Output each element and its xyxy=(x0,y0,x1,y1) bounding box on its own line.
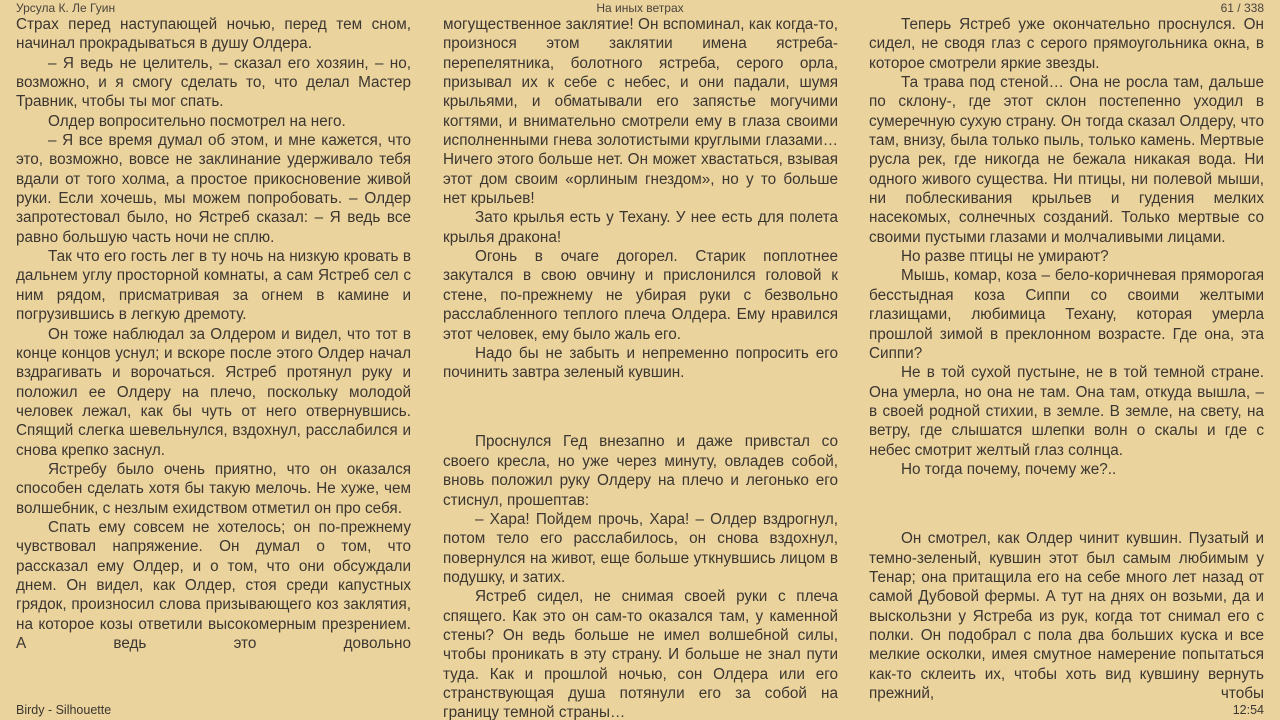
book-author: Урсула К. Ле Гуин xyxy=(16,1,116,15)
paragraph: – Я все время думал об этом, и мне кажется, что это, возможно, вовсе не заклинание удерживало тебя вдали от того холма, а простое прикосновение живой руки. Если хочешь, мы можем попробовать. – Олдер запротестовал было, но Ястреб сказал: – Я ведь все равно большую часть ночи не сплю. xyxy=(16,132,411,246)
paragraph: Он тоже наблюдал за Олдером и видел, что тот в конце концов уснул; и вскоре после этого Олдер начал вздрагивать и ворочаться. Ястреб протянул руку и положил ее Олдеру на плечо, поскольку молодой человек лежал, как бы чуть от него отвернувшись. Спящий слегка шевельнулся, вздохнул, расслабился и снова крепко заснул. xyxy=(16,325,411,459)
paragraph: Огонь в очаге догорел. Старик поплотнее закутался в свою овчину и прислонился головой к стене, по-прежнему не убирая руки с безвольно расслабленного теплого плеча Олдера. Ему нравился этот человек, ему было жаль его. xyxy=(443,248,838,343)
paragraph: Ястребу было очень приятно, что он оказался способен сделать хотя бы такую мелочь. Не хуже, чем волшебник, с незлым ехидством отметил он про себя. xyxy=(16,460,411,517)
paragraph: Спать ему совсем не хотелось; он по-прежнему чувствовал напряжение. Он думал о том, что рассказал ему Олдер, и о том, что они обсуждали днем. Он видел, как Олдер, стоя среди капустных грядок, произносил слова призывающего коз заклятия, на которое козы ответили высокомерным презрением. А ведь это довольно xyxy=(16,518,411,652)
blank-line xyxy=(443,398,838,417)
paragraph: Та трава под стеной… Она не росла там, дальше по склону-, где этот склон постепенно уходил в сумеречную сухую страну. Он тогда сказал Олдеру, что там, внизу, была только пыль, только камень. Мертвые русла рек, где никогда не бежала никакая вода. Ни одного живого существа. Ни птицы, ни полевой мыши, ни поблескивания крыльев и гудения мелких насекомых, солнечных созданий. Только мертвые со своими пустыми глазами и молчаливыми лицами. xyxy=(869,74,1264,246)
status-text: Birdy - Silhouette xyxy=(16,703,112,717)
book-title: На иных ветрах xyxy=(596,1,684,15)
paragraph: Но разве птицы не умирают? xyxy=(901,248,1109,266)
paragraph: – Я ведь не целитель, – сказал его хозяин, – но, возможно, и я смогу сделать то, что делал Мастер Травник, чтобы ты мог спать. xyxy=(16,54,411,111)
paragraph: Он смотрел, как Олдер чинит кувшин. Пузатый и темно-зеленый, кувшин этот был самым любимым у Тенар; она притащила его на себе много лет назад от самой Дубовой фермы. А тут на днях он возьми, да и выскользни у Ястреба из рук, когда тот снимал его с полки. Он подобрал с пола два больших куска и все мелкие осколки, имея смутное намерение попытаться как-то склеить их, чтобы хоть вид кувшину вернуть прежний, чтобы xyxy=(869,530,1264,702)
text-column-1 xyxy=(16,15,411,653)
paragraph: Ястреб сидел, не снимая своей руки с плеча спящего. Как это он сам-то оказался там, у каменной стены? Он ведь больше не имел волшебной силы, чтобы проникать в эту страну. И больше не знал пути туда. Как и прошлой ночью, сон Олдера или его странствующая душа потянули его за собой на границу темной страны… xyxy=(443,588,838,720)
paragraph: Надо бы не забыть и непременно попросить его починить завтра зеленый кувшин. xyxy=(443,344,838,382)
paragraph: Теперь Ястреб уже окончательно проснулся. Он сидел, не сводя глаз с серого прямоугольника окна, в которое смотрели яркие звезды. xyxy=(869,16,1264,72)
text-column-3 xyxy=(869,15,1264,703)
clock: 12:54 xyxy=(1232,703,1264,717)
text-column-2 xyxy=(443,15,838,720)
paragraph: могущественное заклятие! Он вспоминал, как когда-то, произнося этом заклятии имена ястреба-перепелятника, болотного ястреба, серого орла, призывал их к себе с небес, и они падали, шумя крыльями, и обматывали его запястье могучими когтями, и внимательно смотрели ему в глаза своими исполненными гнева золотистыми круглыми глазами… Ничего этого больше нет. Он может хвастаться, взывая этот дом своим «орлиным гнездом», но у то больше нет крыльев! xyxy=(443,16,838,208)
paragraph: Проснулся Гед внезапно и даже привстал со своего кресла, но уже через минуту, овладев собой, вновь положил руку Олдеру на плечо и легонько его стиснул, прошептав: xyxy=(443,433,838,509)
paragraph: – Хара! Пойдем прочь, Хара! – Олдер вздрогнул, потом тело его расслабилось, он снова вздохнул, повернулся на живот, еще больше уткнувшись лицом в подушку, и затих. xyxy=(443,510,838,586)
paragraph: Зато крылья есть у Техану. У нее есть для полета крылья дракона! xyxy=(443,209,838,246)
paragraph: Не в той сухой пустыне, не в той темной стране. Она умерла, но она не там. Она там, откуда вышла, – в своей родной стихии, в земле. В земле, на свету, на ветру, где слышатся шлепки волн о скалы и где с небес смотрит желтый глаз солнца. xyxy=(869,364,1264,459)
paragraph: Так что его гость лег в ту ночь на низкую кровать в дальнем углу просторной комнаты, а сам Ястреб сел с ним рядом, присматривая за огнем в камине и погрузившись в легкую дремоту. xyxy=(16,248,411,324)
paragraph: Страх перед наступающей ночью, перед тем сном, начинал прокрадываться в душу Олдера. xyxy=(16,16,411,53)
paragraph: Олдер вопросительно посмотрел на него. xyxy=(48,112,346,130)
paragraph: Но тогда почему, почему же?.. xyxy=(901,460,1117,478)
page-indicator: 61 / 338 xyxy=(1220,1,1264,15)
blank-line xyxy=(869,495,1264,514)
paragraph: Мышь, комар, коза – бело-коричневая пряморогая бесстыдная коза Сиппи со своими желтыми глазищами, любимица Техану, которая умерла прошлой зимой в преклонном возрасте. Где она, эта Сиппи? xyxy=(869,267,1264,362)
